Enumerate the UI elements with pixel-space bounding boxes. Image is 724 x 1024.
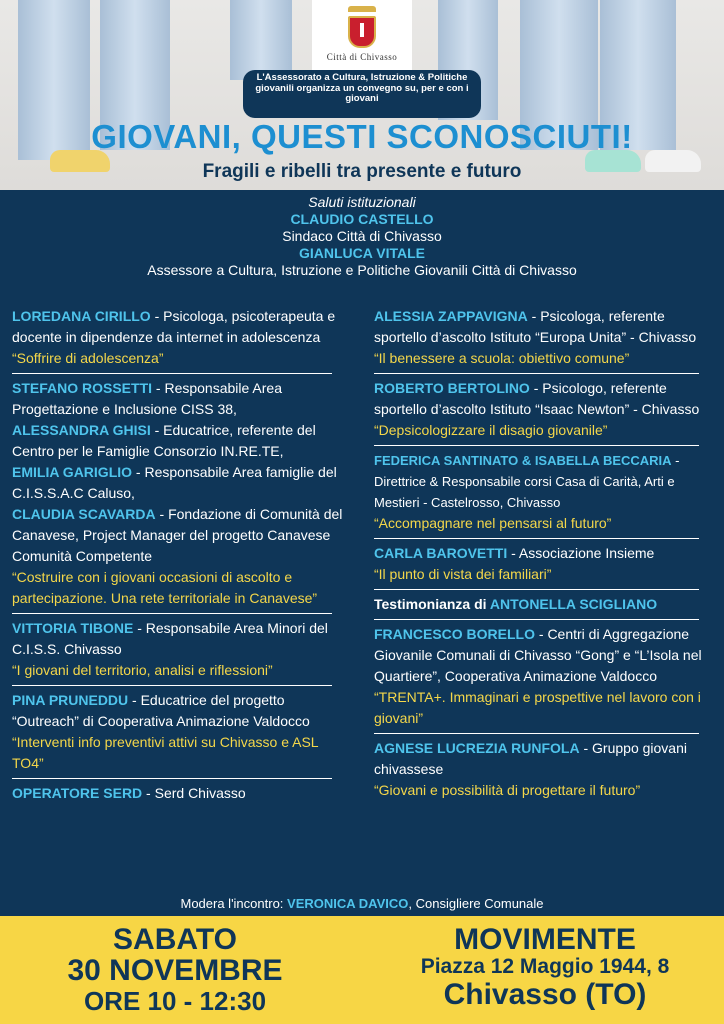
speaker-desc: - Responsabile Area famiglie del C.I.S.S.A.C Caluso,: [12, 464, 337, 501]
speakers-right-column: [374, 306, 714, 801]
speaker-entry: [374, 738, 714, 780]
speaker-entry: [12, 618, 347, 660]
testimony-label: Testimonianza di: [374, 596, 490, 612]
event-title: GIOVANI, QUESTI SCONOSCIUTI!: [91, 118, 633, 155]
speaker-desc: - Associazione Insieme: [507, 545, 655, 561]
speaker-desc: - Fondazione di Comunità del Canavese, Project Manager del progetto Canavese Comunità Competente: [12, 506, 343, 564]
intro-pill: L'Assessorato a Cultura, Istruzione & Politiche giovanili organizza un convegno su, per e con i giovani: [243, 70, 481, 118]
greetings-label: Saluti istituzionali: [308, 194, 416, 210]
speaker-desc: - Psicologa, referente sportello d’ascolto Istituto “Europa Unita” - Chivasso: [374, 308, 697, 345]
speaker-entry: [12, 420, 347, 462]
testimony: [374, 594, 714, 615]
event-day: SABATO: [113, 923, 237, 956]
speaker-name: OPERATORE SERD: [12, 785, 143, 801]
speaker-desc: - Educatrice del progetto “Outreach” di Cooperativa Animazione Valdocco: [12, 692, 310, 729]
greeting-role: Assessore a Cultura, Istruzione e Politiche Giovanili Città di Chivasso: [147, 262, 577, 278]
speaker-name: FRANCESCO BORELLO: [374, 626, 535, 642]
speaker-desc: - Serd Chivasso: [142, 785, 246, 801]
speaker-desc: - Psicologa, psicoterapeuta e docente in dipendenze da internet in adolescenza: [12, 308, 336, 345]
moderator-line: [0, 896, 724, 911]
speaker-name: FEDERICA SANTINATO & ISABELLA BECCARIA: [374, 453, 672, 468]
greeting-name: GIANLUCA VITALE: [299, 245, 425, 261]
talk-title: “Interventi info preventivi attivi su Chivasso e ASL TO4”: [12, 734, 319, 771]
speaker-desc: - Responsabile Area Progettazione e Inclusione CISS 38,: [12, 380, 282, 417]
speaker-name: PINA PRUNEDDU: [12, 692, 129, 708]
talk-title: “I giovani del territorio, analisi e riflessioni”: [12, 662, 273, 678]
speaker-desc: - Responsabile Area Minori del C.I.S.S. Chivasso: [12, 620, 328, 657]
speaker-desc: - Educatrice, referente del Centro per le Famiglie Consorzio IN.RE.TE,: [12, 422, 316, 459]
speaker-entry: [374, 450, 714, 513]
speaker-name: CARLA BAROVETTI: [374, 545, 508, 561]
event-datetime: [40, 924, 310, 1017]
speaker-name: ALESSANDRA GHISI: [12, 422, 151, 438]
speaker-name: VITTORIA TIBONE: [12, 620, 134, 636]
speaker-entry: [12, 462, 347, 504]
speaker-entry: [374, 378, 714, 420]
speaker-entry: [12, 504, 347, 567]
speaker-entry: [374, 624, 714, 687]
divider: [12, 778, 332, 779]
crest-text: Città di Chivasso: [326, 52, 398, 62]
venue-address: Piazza 12 Maggio 1944, 8: [420, 955, 670, 978]
speaker-desc: - Direttrice & Responsabile corsi Casa di Carità, Arti e Mestieri - Castelrosso, Chivasso: [374, 453, 680, 510]
greetings-section: [0, 194, 724, 279]
speaker-desc: - Gruppo giovani chivassese: [374, 740, 687, 777]
talk-title: “TRENTA+. Immaginari e prospettive nel lavoro con i giovani”: [374, 689, 701, 726]
talk-title: “Costruire con i giovani occasioni di ascolto e partecipazione. Una rete territoriale in Canavese”: [12, 569, 318, 606]
speaker-name: EMILIA GARIGLIO: [12, 464, 133, 480]
moderator-name: VERONICA DAVICO: [287, 896, 409, 911]
talk-title: “Depsicologizzare il disagio giovanile”: [374, 422, 608, 438]
greeting-name: CLAUDIO CASTELLO: [290, 211, 434, 227]
speaker-entry: [374, 306, 714, 348]
jeans-leg: [230, 0, 292, 80]
crown-icon: [348, 6, 376, 12]
speaker-name: LOREDANA CIRILLO: [12, 308, 151, 324]
speaker-entry: [12, 690, 347, 732]
talk-title: “Giovani e possibilità di progettare il futuro”: [374, 782, 641, 798]
shield-icon: [348, 16, 376, 48]
divider: [374, 538, 699, 539]
speaker-entry: [12, 306, 347, 348]
talk-title: “Il benessere a scuola: obiettivo comune”: [374, 350, 630, 366]
talk-title: “Soffrire di adolescenza”: [12, 350, 164, 366]
divider: [374, 589, 699, 590]
speakers-left-column: [12, 306, 347, 804]
speaker-entry: [12, 783, 347, 804]
speaker-name: STEFANO ROSSETTI: [12, 380, 153, 396]
divider: [12, 373, 332, 374]
divider: [374, 619, 699, 620]
event-footer: [0, 916, 724, 1024]
speaker-entry: [12, 378, 347, 420]
divider: [12, 685, 332, 686]
speaker-desc: - Psicologo, referente sportello d’ascolto Istituto “Isaac Newton” - Chivasso: [374, 380, 700, 417]
moderator-role: , Consigliere Comunale: [408, 896, 544, 911]
divider: [12, 613, 332, 614]
speaker-name: ALESSIA ZAPPAVIGNA: [374, 308, 528, 324]
event-date: 30 NOVEMBRE: [67, 954, 283, 987]
speaker-entry: [374, 543, 714, 564]
event-subtitle: Fragili e ribelli tra presente e futuro: [202, 161, 522, 182]
speaker-desc: - Centri di Aggregazione Giovanile Comunali di Chivasso “Gong” e “L’Isola nel Quartiere”, Cooperativa Animazione Valdocco: [374, 626, 702, 684]
greeting-role: Sindaco Città di Chivasso: [282, 228, 442, 244]
venue-city: Chivasso (TO): [443, 978, 647, 1011]
talk-title: “Il punto di vista dei familiari”: [374, 566, 552, 582]
moderator-label: Modera l'incontro:: [180, 896, 288, 911]
venue-name: MOVIMENTE: [454, 923, 636, 956]
divider: [374, 373, 699, 374]
divider: [374, 733, 699, 734]
city-crest: [312, 0, 412, 72]
speaker-name: CLAUDIA SCAVARDA: [12, 506, 156, 522]
event-time: ORE 10 - 12:30: [83, 986, 267, 1016]
divider: [374, 445, 699, 446]
speaker-name: AGNESE LUCREZIA RUNFOLA: [374, 740, 580, 756]
speaker-name: ROBERTO BERTOLINO: [374, 380, 530, 396]
event-location: [390, 924, 700, 1010]
talk-title: “Accompagnare nel pensarsi al futuro”: [374, 515, 612, 531]
speaker-name: ANTONELLA SCIGLIANO: [489, 596, 658, 612]
